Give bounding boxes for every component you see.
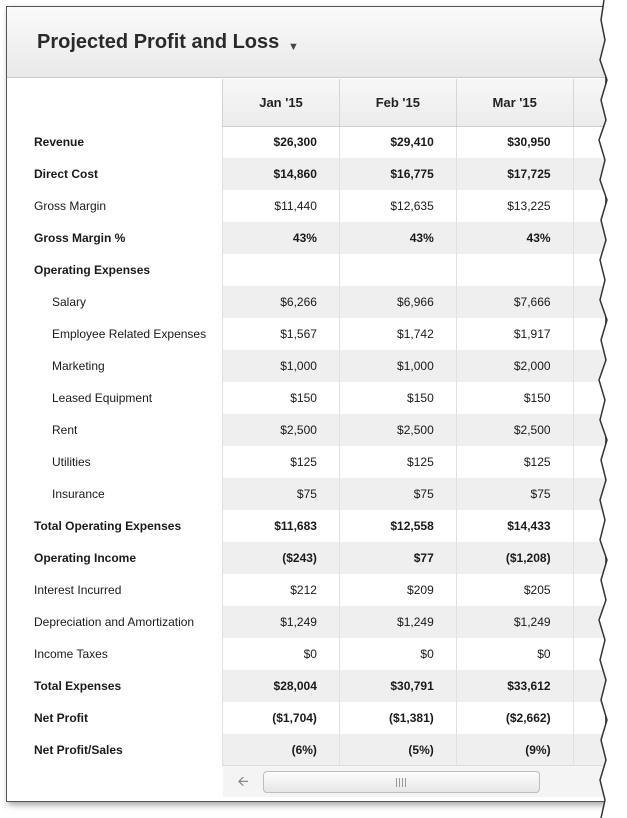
value-cell: $26,300 xyxy=(223,126,340,158)
table-row xyxy=(7,350,606,382)
row-label: Gross Margin % xyxy=(7,222,223,254)
table-row xyxy=(7,478,606,510)
value-cell: $30,791 xyxy=(339,670,456,702)
row-label: Revenue xyxy=(7,126,223,158)
value-cell: $14,860 xyxy=(223,158,340,190)
grip-icon xyxy=(396,778,408,787)
value-cell: ($2,662) xyxy=(456,702,573,734)
value-cell: $150 xyxy=(456,382,573,414)
value-cell: $2,000 xyxy=(456,350,573,382)
value-cell: (6%) xyxy=(223,734,340,766)
row-label: Net Profit/Sales xyxy=(7,734,223,766)
value-cell: $0 xyxy=(339,638,456,670)
value-cell: $205 xyxy=(456,574,573,606)
value-cell: $209 xyxy=(339,574,456,606)
value-cell: $1,249 xyxy=(223,606,340,638)
value-cell: $1,249 xyxy=(339,606,456,638)
table-row xyxy=(7,670,606,702)
table-row xyxy=(7,158,606,190)
value-cell: $14,433 xyxy=(456,510,573,542)
value-cell: $125 xyxy=(223,446,340,478)
value-cell: $125 xyxy=(339,446,456,478)
value-cell: $2,500 xyxy=(339,414,456,446)
table-row xyxy=(7,606,606,638)
value-cell: $0 xyxy=(223,638,340,670)
table-row xyxy=(7,446,606,478)
value-cell: $125 xyxy=(456,446,573,478)
table-row xyxy=(7,510,606,542)
value-cell: $11,683 xyxy=(223,510,340,542)
value-cell: $1,567 xyxy=(223,318,340,350)
arrow-left-icon[interactable]: 🡨 xyxy=(237,773,249,789)
table-row xyxy=(7,254,606,286)
report-panel xyxy=(6,6,606,802)
table-row xyxy=(7,638,606,670)
row-label: Direct Cost xyxy=(7,158,223,190)
value-cell: $1,249 xyxy=(456,606,573,638)
value-cell: ($1,381) xyxy=(339,702,456,734)
value-cell: $1,742 xyxy=(339,318,456,350)
value-cell: (5%) xyxy=(339,734,456,766)
value-cell: $150 xyxy=(223,382,340,414)
column-header: Mar '15 xyxy=(456,79,573,126)
value-cell: ($1,704) xyxy=(223,702,340,734)
caret-down-icon[interactable]: ▼ xyxy=(288,41,299,53)
table-row xyxy=(7,414,606,446)
value-cell: $212 xyxy=(223,574,340,606)
value-cell: $28,004 xyxy=(223,670,340,702)
value-cell: $77 xyxy=(339,542,456,574)
row-label: Insurance xyxy=(7,478,223,510)
value-cell: $16,775 xyxy=(339,158,456,190)
table-row xyxy=(7,222,606,254)
value-cell: $12,558 xyxy=(339,510,456,542)
row-label: Utilities xyxy=(7,446,223,478)
row-label: Net Profit xyxy=(7,702,223,734)
table-row xyxy=(7,702,606,734)
value-cell: $6,966 xyxy=(339,286,456,318)
value-cell: 43% xyxy=(339,222,456,254)
value-cell: $75 xyxy=(339,478,456,510)
value-cell: $75 xyxy=(456,478,573,510)
column-header: Feb '15 xyxy=(339,79,456,126)
row-label: Interest Incurred xyxy=(7,574,223,606)
row-label: Operating Income xyxy=(7,542,223,574)
row-label: Operating Expenses xyxy=(7,254,223,286)
value-cell: $29,410 xyxy=(339,126,456,158)
value-cell: $6,266 xyxy=(223,286,340,318)
row-label: Leased Equipment xyxy=(7,382,223,414)
corner-cell xyxy=(7,79,223,126)
value-cell: $150 xyxy=(339,382,456,414)
scroll-thumb[interactable] xyxy=(263,771,540,793)
value-cell xyxy=(339,254,456,286)
value-cell: $30,950 xyxy=(456,126,573,158)
value-cell: ($1,208) xyxy=(456,542,573,574)
column-header: Jan '15 xyxy=(223,79,340,126)
value-cell: $1,000 xyxy=(339,350,456,382)
value-cell: $33,612 xyxy=(456,670,573,702)
table-row xyxy=(7,318,606,350)
value-cell: $1,000 xyxy=(223,350,340,382)
row-label: Employee Related Expenses xyxy=(7,318,223,350)
table-row xyxy=(7,126,606,158)
value-cell: $75 xyxy=(223,478,340,510)
horizontal-scrollbar[interactable] xyxy=(223,765,606,797)
row-label: Depreciation and Amortization xyxy=(7,606,223,638)
row-label: Income Taxes xyxy=(7,638,223,670)
row-label: Total Operating Expenses xyxy=(7,510,223,542)
torn-edge xyxy=(597,0,627,818)
row-label: Total Expenses xyxy=(7,670,223,702)
value-cell: $0 xyxy=(456,638,573,670)
table-row xyxy=(7,574,606,606)
value-cell xyxy=(223,254,340,286)
profit-loss-table xyxy=(7,79,606,766)
value-cell: $7,666 xyxy=(456,286,573,318)
value-cell: $12,635 xyxy=(339,190,456,222)
report-header xyxy=(7,7,606,78)
table-row xyxy=(7,382,606,414)
value-cell: $13,225 xyxy=(456,190,573,222)
value-cell: $11,440 xyxy=(223,190,340,222)
value-cell: $17,725 xyxy=(456,158,573,190)
table-row xyxy=(7,734,606,766)
value-cell: 43% xyxy=(223,222,340,254)
value-cell: $2,500 xyxy=(223,414,340,446)
row-label: Rent xyxy=(7,414,223,446)
table-row xyxy=(7,542,606,574)
table-row xyxy=(7,286,606,318)
row-label: Marketing xyxy=(7,350,223,382)
table-row xyxy=(7,190,606,222)
value-cell: 43% xyxy=(456,222,573,254)
row-label: Gross Margin xyxy=(7,190,223,222)
value-cell: ($243) xyxy=(223,542,340,574)
report-title[interactable]: Projected Profit and Loss xyxy=(37,31,280,53)
value-cell: $1,917 xyxy=(456,318,573,350)
row-label: Salary xyxy=(7,286,223,318)
value-cell: $2,500 xyxy=(456,414,573,446)
value-cell xyxy=(456,254,573,286)
value-cell: (9%) xyxy=(456,734,573,766)
